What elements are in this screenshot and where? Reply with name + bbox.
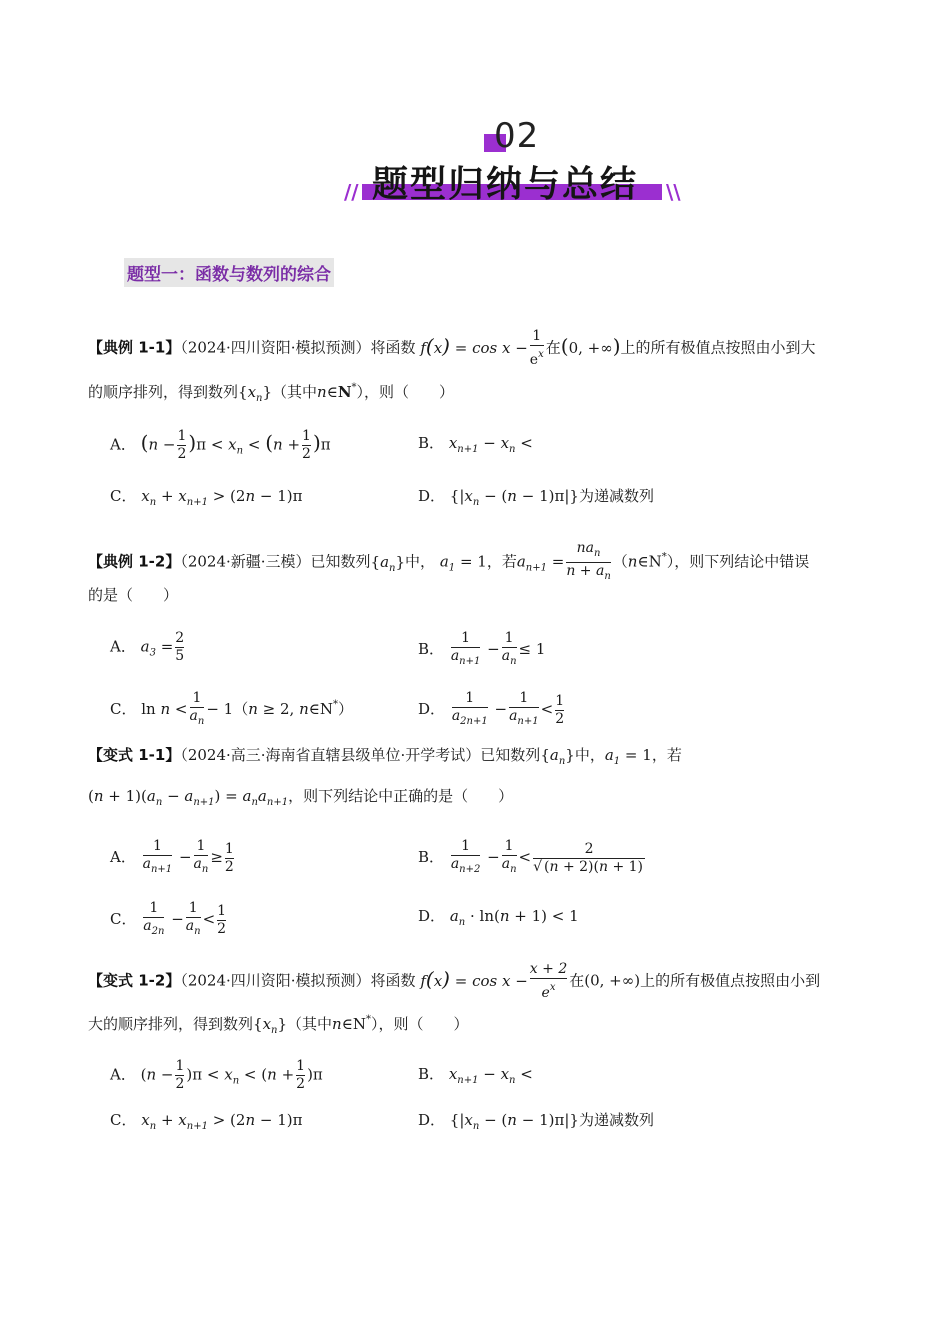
q1-text3: 的顺序排列，得到数列 xyxy=(88,383,239,401)
q1-domain: n xyxy=(317,383,327,401)
q2-tag: 【典例 1-2】 xyxy=(88,552,181,571)
page-title: 题型归纳与总结 xyxy=(372,164,639,205)
q1-text5: ），则（ ） xyxy=(356,383,455,401)
q4-option-d-tail: 为递减数列 xyxy=(578,1111,654,1129)
q4-option-a[interactable]: A． (n − $\frac{1}{2}$ )$\pi < x_n < (n$ + $\frac{1}{2}$ )π xyxy=(110,1058,323,1092)
q4-text1: 在 xyxy=(569,971,585,990)
q4-source: （2024·四川资阳·模拟预测）将函数 xyxy=(180,971,416,990)
q3-option-a[interactable]: A． $\frac{1}{a_{n+1}}$ − $\frac{1}{a_n}$ ≥ $\frac{1}{2}$ xyxy=(110,838,236,878)
q2-option-b[interactable]: B． $\frac{1}{a_{n+1}}$ − $\frac{1}{a_n}$ ≤ 1 xyxy=(418,630,545,670)
q1-stem-line2: 的顺序排列，得到数列$\{x_n\}$（其中n∈N*），则（ ） xyxy=(88,382,455,404)
q2-option-c[interactable]: C． ln n < $\frac{1}{a_n}$ − 1（n ≥ 2, n∈N*） xyxy=(110,690,353,730)
q3-option-b[interactable]: B． $\frac{1}{a_{n+2}}$ − $\frac{1}{a_n}$ < $\frac{2}{√ (n + 2)(n + 1)}$ xyxy=(418,838,647,878)
q3-seq: $\{a_n\}$ xyxy=(540,746,575,767)
q4-option-b[interactable]: B． $x_{n+1} - x_n$ < xyxy=(418,1065,533,1086)
q1-option-a[interactable]: A． (n − $\frac{1}{2}$ )$\pi < x_n < (n$ + $\frac{1}{2}$ )π xyxy=(110,428,331,462)
q4-option-c-label: C． xyxy=(110,1111,137,1129)
q2-seq: $\{a_n\}$ xyxy=(370,552,406,574)
q2-text1: 中， xyxy=(405,552,436,571)
q1-option-b-label: B． xyxy=(418,434,445,452)
q4-text2: 上的所有极值点按照由小到 xyxy=(640,971,821,990)
q1-frac-1-over-ex: $\frac{1}{e^x}$ xyxy=(529,328,544,368)
left-deco-mark: // xyxy=(344,180,359,204)
q1-text4: （其中 xyxy=(272,383,318,401)
q4-option-a-label: A． xyxy=(110,1065,136,1084)
q2-stem-line1: 【典例 1-2】（2024·新疆·三模）已知数列$\{a_n\}$中， $a_1 = 1$，若$a_{n+1}$ = $\frac{na_n}{n + a_n}$ （n∈N*），则下列结论中错误 xyxy=(88,540,809,585)
q4-option-d[interactable]: D． $\{|x_n - (n - 1)\pi|\}$为递减数列 xyxy=(418,1111,654,1132)
q1-tag: 【典例 1-1】 xyxy=(88,338,181,357)
q4-frac: $\frac{x + 2}{e^x}$ xyxy=(529,961,568,1001)
section-title: 题型一：函数与数列的综合 xyxy=(124,258,334,287)
q3-text1: 中， xyxy=(574,746,605,764)
q2-option-c-label: C． xyxy=(110,700,137,718)
q3-a1: a xyxy=(604,746,614,764)
q3-option-d[interactable]: D． $a_n \cdot \ln(n + 1) < 1$ xyxy=(418,907,579,928)
q4-option-c[interactable]: C． $x_n + x_{n+1} > (2n - 1)\pi$ xyxy=(110,1111,303,1132)
q1-text2: 上的所有极值点按照由小到大 xyxy=(620,338,816,357)
q2-option-b-label: B． xyxy=(418,640,445,658)
q1-option-d-label: D． xyxy=(418,487,446,505)
q2-option-a-label: A． xyxy=(110,637,136,656)
q2-option-d[interactable]: D． $\frac{1}{a_{2n+1}}$ − $\frac{1}{a_{n+1}}$ < $\frac{1}{2}$ xyxy=(418,690,566,730)
q1-option-a-label: A． xyxy=(110,435,136,454)
q2-source: （2024·新疆·三模）已知数列 xyxy=(180,552,371,571)
q3-stem-line1: 【变式 1-1】（2024·高三·海南省直辖县级单位·开学考试）已知数列$\{a_n\}$中，$a_1 = 1$，若 xyxy=(88,746,682,767)
q2-recurrence: a xyxy=(516,552,526,571)
q3-tag: 【变式 1-1】 xyxy=(88,746,181,764)
q4-stem-line2: 大的顺序排列，得到数列$\{x_n\}$（其中n∈N*），则（ ） xyxy=(88,1014,469,1036)
q4-text5: ），则（ ） xyxy=(370,1015,469,1033)
q3-source: （2024·高三·海南省直辖县级单位·开学考试）已知数列 xyxy=(180,746,541,764)
q1-interval: (0, +∞) xyxy=(560,333,621,358)
q4-option-b-label: B． xyxy=(418,1065,445,1083)
q1-seq: $\{x_n\}$ xyxy=(238,383,273,404)
q4-stem-line1 xyxy=(88,961,820,1002)
q3-option-b-label: B． xyxy=(418,848,445,866)
q4-interval: (0, +∞) xyxy=(584,971,641,990)
q4-seq: $\{x_n\}$ xyxy=(253,1015,288,1036)
q3-option-c-label: C． xyxy=(110,910,137,928)
q1-option-c-label: C． xyxy=(110,487,137,505)
q1-option-c[interactable]: C． $x_n + x_{n+1} > (2n - 1)\pi$ xyxy=(110,487,303,508)
q1-option-d-tail: 为递减数列 xyxy=(578,487,654,505)
q1-formula-f: f(x) = cos x − xyxy=(420,333,528,358)
q2-option-d-label: D． xyxy=(418,700,446,718)
q4-tag: 【变式 1-2】 xyxy=(88,971,181,990)
q4-option-d-label: D． xyxy=(418,1111,446,1129)
q4-formula-f: f(x) = cos x − xyxy=(420,966,528,991)
q1-source: （2024·四川资阳·模拟预测）将函数 xyxy=(180,338,416,357)
q4-text4: （其中 xyxy=(287,1015,333,1033)
right-deco-mark: \\ xyxy=(666,180,681,204)
q2-a1: a xyxy=(439,552,449,571)
q2-text3: ，则下列结论中错误 xyxy=(674,552,810,571)
q2-text2: ，若 xyxy=(486,552,517,571)
q3-option-d-label: D． xyxy=(418,907,446,925)
q3-option-c[interactable]: C． $\frac{1}{a_{2n}}$ − $\frac{1}{a_n}$ < $\frac{1}{2}$ xyxy=(110,900,228,940)
q3-option-a-label: A． xyxy=(110,848,136,866)
q3-relation: $(n + 1)(a_n - a_{n+1}) = a_na_{n+1}$ xyxy=(88,787,289,808)
q3-stem-line2 xyxy=(88,786,513,813)
section-number: 02 xyxy=(494,116,540,156)
q2-stem-line2: 的是（ ） xyxy=(88,586,179,604)
q3-text3: ，则下列结论中正确的是（ ） xyxy=(288,787,514,805)
q1-text1: 在 xyxy=(545,338,561,357)
q4-text3: 大的顺序排列，得到数列 xyxy=(88,1015,254,1033)
q2-option-a[interactable]: A． $a_3$ = $\frac{2}{5}$ xyxy=(110,630,185,664)
q1-stem-line1 xyxy=(88,328,816,369)
q1-option-b[interactable]: B． $x_{n+1} - x_n$ < xyxy=(418,434,533,455)
q3-text2: ，若 xyxy=(651,746,682,764)
q1-option-d[interactable]: D． $\{|x_n - (n - 1)\pi|\}$为递减数列 xyxy=(418,487,654,508)
